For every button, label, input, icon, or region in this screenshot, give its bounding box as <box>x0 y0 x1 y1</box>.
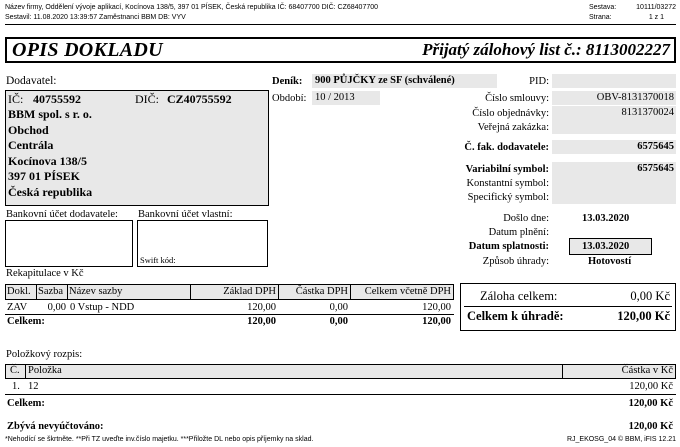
zaloha-celkem-value: 0,00 Kč <box>630 289 670 303</box>
items-title: Položkový rozpis: <box>6 349 83 360</box>
obdobi-label: Období: <box>272 93 307 104</box>
celkem-k-uhrade-value: 120,00 Kč <box>617 309 670 323</box>
cislo-objednavky-value: 8131370024 <box>552 106 676 120</box>
supplier-address-line: 397 01 PÍSEK <box>8 169 81 183</box>
item-row-number: 1. <box>12 381 20 392</box>
vat-row-nazev: 0 Vstup - NDD <box>70 302 135 313</box>
items-col-header: Položka <box>28 365 62 376</box>
zaloha-celkem-label: Záloha celkem: <box>480 289 558 303</box>
items-total-value: 120,00 Kč <box>628 398 673 409</box>
denik-value: 900 PŮJČKY ze SF (schválené) <box>312 74 497 88</box>
specificky-symbol-label: Specifický symbol: <box>467 192 549 203</box>
sestava-label: Sestava: <box>589 4 617 11</box>
variabilni-symbol-value: 6575645 <box>552 162 676 176</box>
supplier-address-line: Kocínova 138/5 <box>8 153 88 168</box>
vat-row-sazba: 0,00 <box>47 302 66 313</box>
supplier-dic-label: DIČ: <box>135 92 159 106</box>
specificky-symbol-value <box>552 190 676 204</box>
footer-note: *Nehodící se škrtněte. **Při TZ uveďte inv.číslo majetku. ***Přiložte DL nebo opis příjemky na sklad. <box>5 436 314 443</box>
vat-total-label: Celkem: <box>7 316 45 327</box>
strana-value: 1 z 1 <box>648 14 664 21</box>
cislo-smlouvy-value: OBV-8131370018 <box>552 91 676 105</box>
doslo-value: 13.03.2020 <box>582 213 630 224</box>
verejna-zakazka-label: Veřejná zakázka: <box>477 122 549 133</box>
supplier-section-label: Dodavatel: <box>6 75 57 87</box>
supplier-bank-box <box>5 220 133 267</box>
konstantni-symbol-value <box>552 176 676 190</box>
assembled-line: Sestavil: 11.08.2020 13:39:57 Zaměstnanci BBM DB: VYV <box>5 14 186 21</box>
celkem-k-uhrade-label: Celkem k úhradě: <box>467 309 564 323</box>
denik-label: Deník: <box>272 76 303 87</box>
vat-row-zaklad: 120,00 <box>247 302 276 313</box>
pid-label: PID: <box>529 76 549 87</box>
footer-brand: RJ_EKOSG_04 © BBM, iFIS 12.21 <box>566 436 676 443</box>
header-divider <box>5 24 676 25</box>
vat-col-header: Dokl. <box>7 286 31 297</box>
vat-row-castka: 0,00 <box>329 302 348 313</box>
splatnost-value: 13.03.2020 <box>582 241 630 252</box>
zpusob-uhrady-label: Způsob úhrady: <box>482 256 549 267</box>
vat-col-header: Název sazby <box>69 286 123 297</box>
pid-value <box>552 74 676 88</box>
remaining-value: 120,00 Kč <box>628 421 673 432</box>
splatnost-label: Datum splatnosti: <box>468 241 549 252</box>
c-fak-dodavatele-label: Č. fak. dodavatele: <box>464 142 549 153</box>
supplier-ic-label: IČ: <box>8 92 24 106</box>
own-bank-label: Bankovní účet vlastní: <box>138 209 233 220</box>
vat-row-dokl: ZAV <box>7 302 28 313</box>
vat-row-celkem: 120,00 <box>422 302 451 313</box>
c-fak-dodavatele-value: 6575645 <box>552 140 676 154</box>
sestava-value: 10111/03272 <box>636 4 676 11</box>
strana-label: Strana: <box>589 14 612 21</box>
supplier-address-line: Obchod <box>8 122 49 137</box>
vat-total-castka: 0,00 <box>329 316 348 327</box>
konstantni-symbol-label: Konstantní symbol: <box>466 178 549 189</box>
zpusob-uhrady-value: Hotovostí <box>588 256 632 267</box>
items-col-header: Částka v Kč <box>621 365 673 376</box>
supplier-address <box>8 107 92 200</box>
obdobi-value: 10 / 2013 <box>312 91 380 105</box>
company-line: Název firmy, Oddělení vývoje aplikací, Kocínova 138/5, 397 01 PÍSEK, Česká republika IČ: 68407700 DIČ: CZ68407700 <box>5 4 379 11</box>
supplier-dic-value: CZ40755592 <box>167 92 232 106</box>
vat-total-zaklad: 120,00 <box>247 316 276 327</box>
remaining-label: Zbývá nevyúčtováno: <box>7 421 104 432</box>
vat-total-celkem: 120,00 <box>422 316 451 327</box>
plneni-label: Datum plnění: <box>488 227 549 238</box>
cislo-smlouvy-label: Číslo smlouvy: <box>485 93 549 104</box>
items-col-header: Č. <box>10 365 20 376</box>
vat-col-header: Sazba <box>38 286 64 297</box>
supplier-name: BBM spol. s r. o. <box>8 107 92 121</box>
vat-col-header: Základ DPH <box>223 286 276 297</box>
supplier-bank-label: Bankovní účet dodavatele: <box>6 209 118 220</box>
item-row-amount: 120,00 Kč <box>629 381 673 392</box>
document-title: Přijatý zálohový list č.: 8113002227 <box>422 40 670 59</box>
item-row-name: 12 <box>28 381 39 392</box>
cislo-objednavky-label: Číslo objednávky: <box>472 108 549 119</box>
swift-label: Swift kód: <box>140 255 176 265</box>
variabilni-symbol-label: Variabilní symbol: <box>465 164 549 175</box>
supplier-address-line: Česká republika <box>8 184 93 199</box>
supplier-ic-value: 40755592 <box>33 92 81 106</box>
items-total-label: Celkem: <box>7 398 45 409</box>
vat-col-header: Celkem včetně DPH <box>364 286 451 297</box>
doslo-label: Došlo dne: <box>503 213 549 224</box>
page-title: OPIS DOKLADU <box>12 39 163 61</box>
vat-col-header: Částka DPH <box>295 286 348 297</box>
verejna-zakazka-value <box>552 120 676 134</box>
vat-recap-title: Rekapitulace v Kč <box>6 268 84 279</box>
supplier-address-line: Centrála <box>8 138 54 152</box>
